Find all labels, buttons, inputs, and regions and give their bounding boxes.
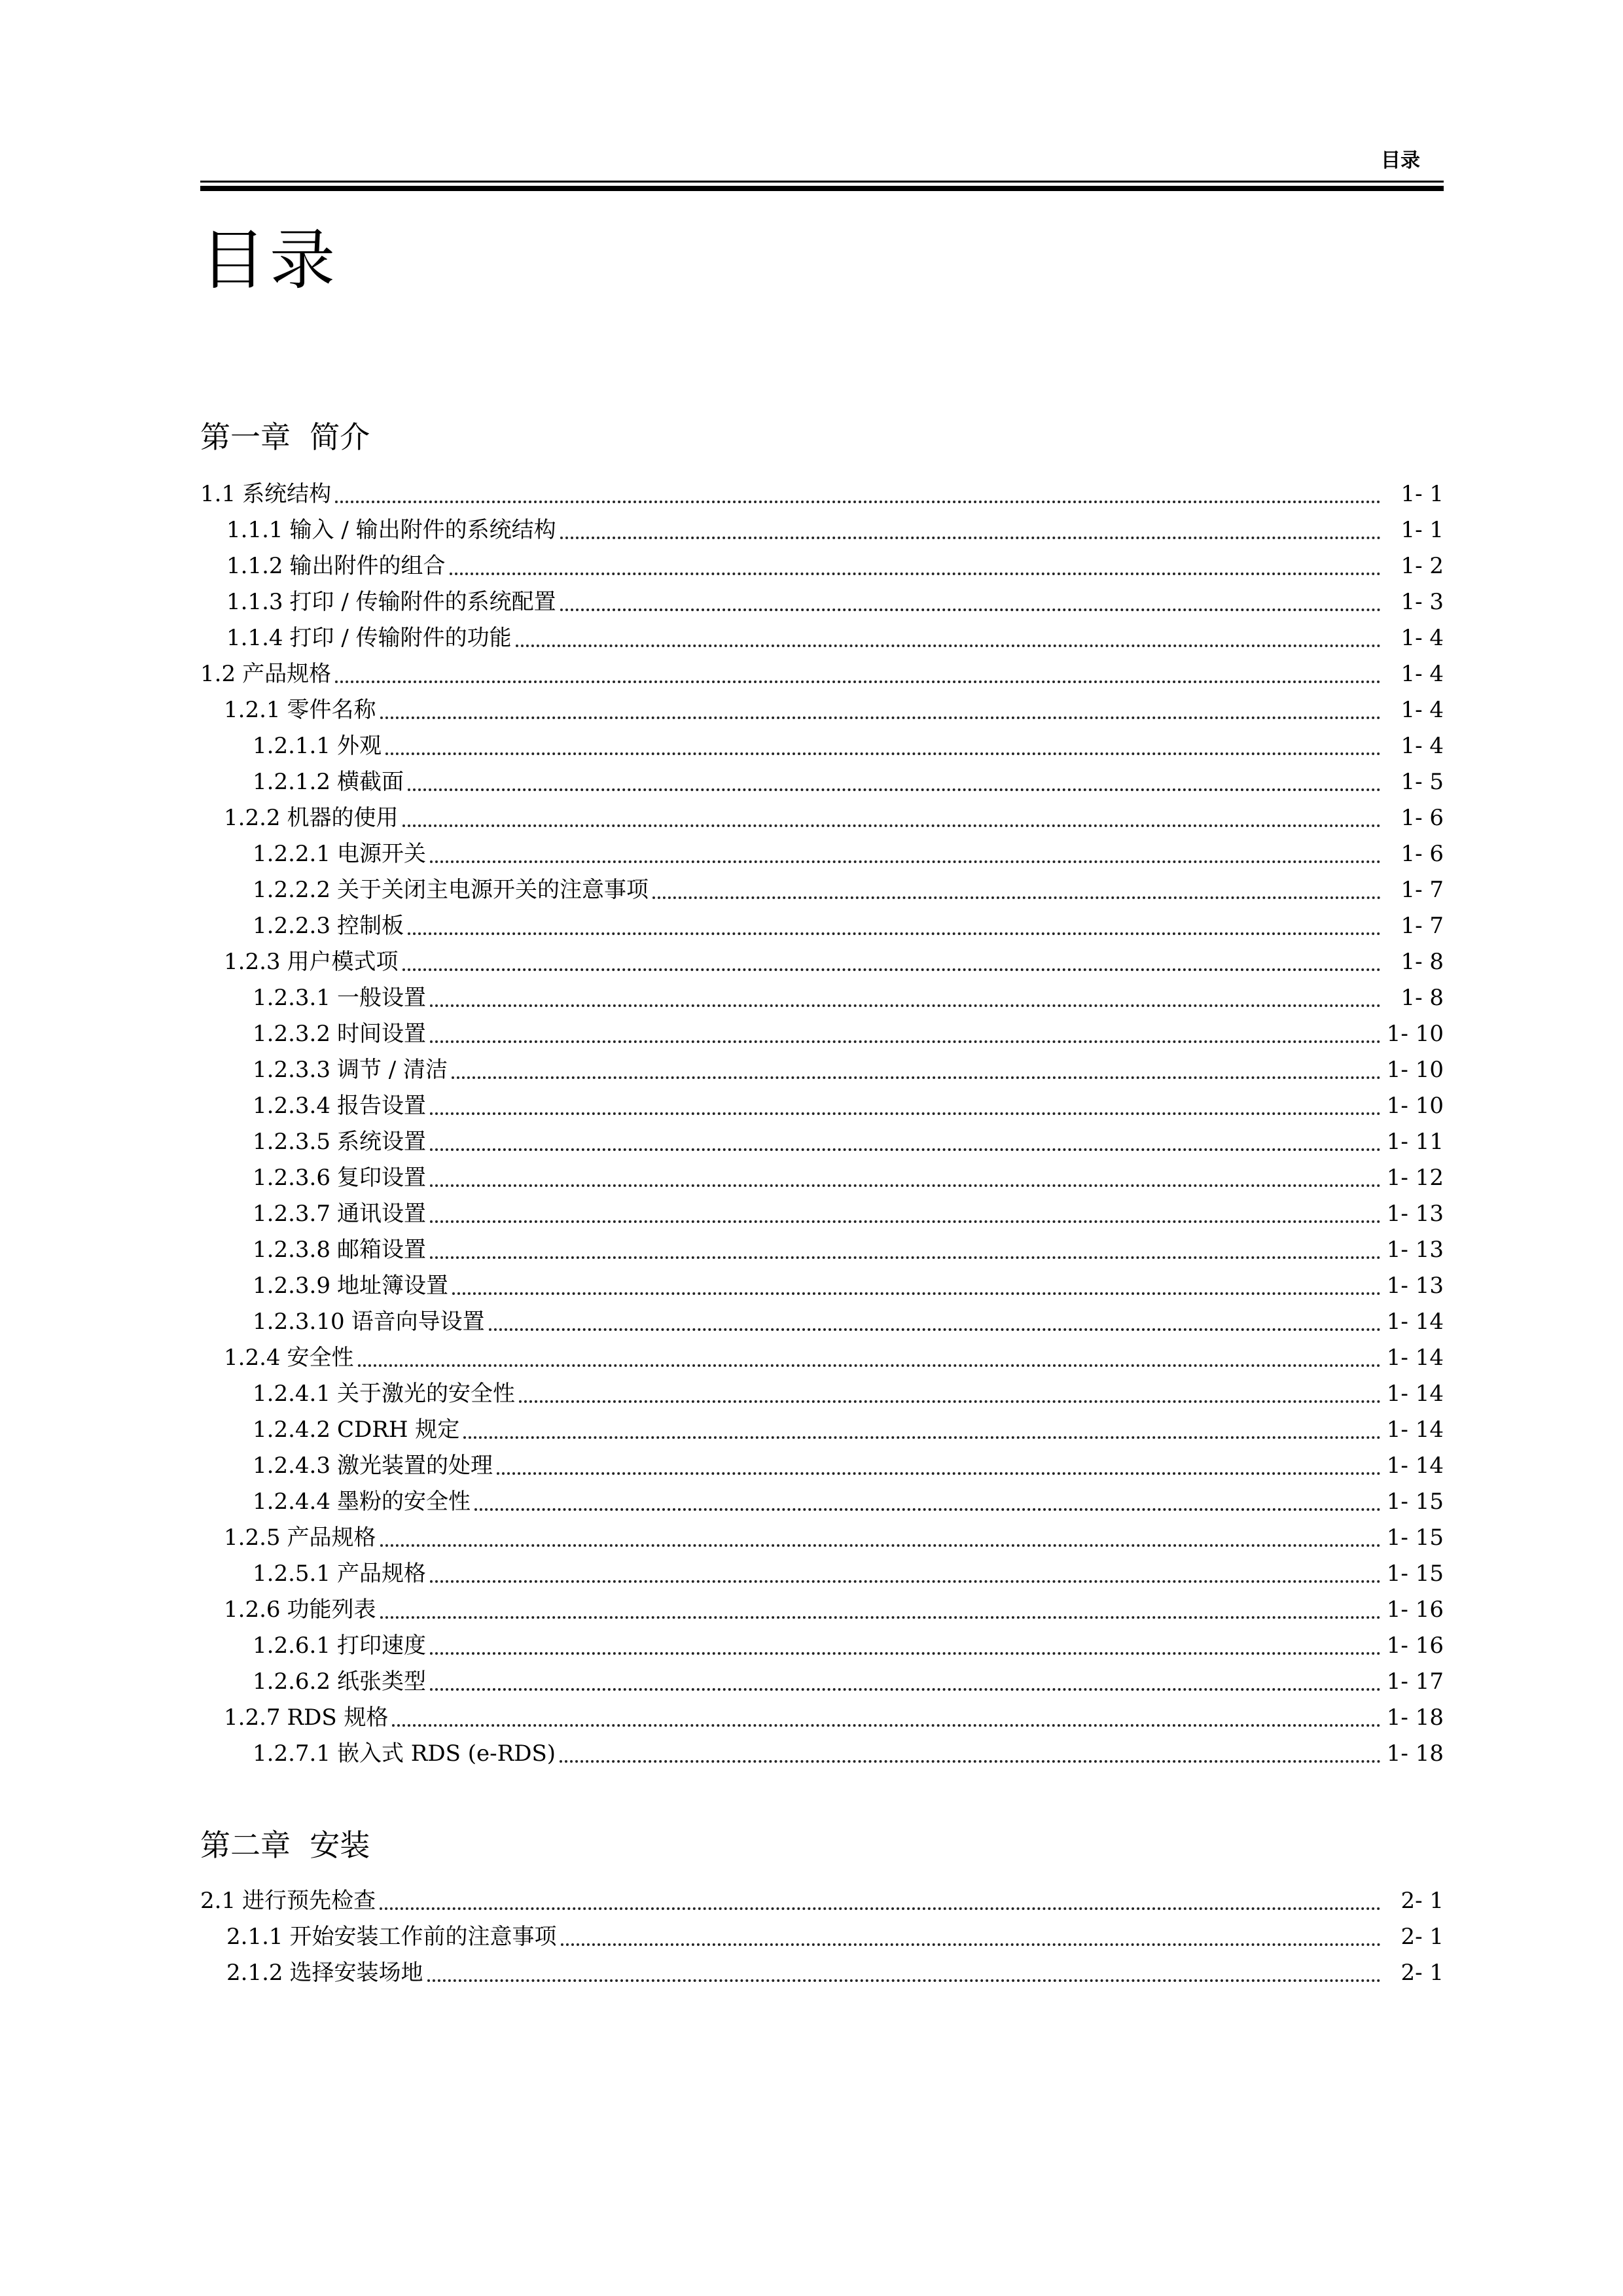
toc-entry-number: 1.1 <box>200 481 236 507</box>
toc-dot-leader <box>380 1616 1381 1619</box>
toc-entry-page: 1- 12 <box>1386 1165 1444 1191</box>
toc-dot-leader <box>497 1472 1381 1475</box>
toc-entry <box>200 1919 1444 1955</box>
toc-entry <box>200 1340 1444 1376</box>
toc-entry-number: 1.2.7 <box>224 1704 281 1731</box>
toc-entry-page: 1- 1 <box>1400 481 1444 507</box>
toc-entry-title: 邮箱设置 <box>336 1237 426 1263</box>
toc-entry-title: 时间设置 <box>336 1021 426 1047</box>
toc-entry-page: 1- 14 <box>1386 1309 1444 1335</box>
toc-entry-page: 1- 14 <box>1386 1417 1444 1443</box>
header-rule-thick <box>200 186 1444 191</box>
toc-entry-number: 2.1.2 <box>226 1960 283 1986</box>
toc-entry <box>200 1268 1444 1304</box>
toc-entry-title: 打印 / 传输附件的功能 <box>289 625 512 651</box>
toc-entry <box>200 692 1444 728</box>
toc-entry-title: 复印设置 <box>336 1165 426 1191</box>
toc-entry-number: 1.2.3.9 <box>253 1273 330 1299</box>
toc-entry-page: 2- 1 <box>1400 1960 1444 1986</box>
toc-entry-title: 通讯设置 <box>336 1201 426 1227</box>
toc-entry-number: 1.2.5 <box>224 1525 281 1551</box>
toc-entry-page: 1- 1 <box>1400 517 1444 543</box>
toc-entry <box>200 548 1444 584</box>
toc-entry <box>200 1376 1444 1412</box>
toc-entry-title: 产品规格 <box>242 661 332 687</box>
toc-dot-leader <box>450 572 1381 575</box>
toc-dot-leader <box>385 752 1381 755</box>
toc-entry-title: 零件名称 <box>287 697 376 723</box>
toc-dot-leader <box>430 1184 1381 1187</box>
toc-dot-leader <box>380 1907 1381 1910</box>
toc-entry-title: 用户模式项 <box>287 949 399 975</box>
toc-entry-number: 1.2.4.1 <box>253 1381 330 1407</box>
toc-entry-number: 1.2.5.1 <box>253 1561 330 1587</box>
toc-entry-page: 1- 3 <box>1400 589 1444 615</box>
toc-entry-page: 1- 14 <box>1386 1345 1444 1371</box>
toc-entry <box>200 476 1444 512</box>
toc-entry <box>200 800 1444 836</box>
toc-entry-number: 1.2.7.1 <box>253 1740 330 1767</box>
toc-entry-title: 选择安装场地 <box>289 1960 423 1986</box>
toc-entry-number: 1.2.6.1 <box>253 1633 330 1659</box>
toc-entry-number: 1.2.6 <box>224 1597 281 1623</box>
toc-entry-title: 一般设置 <box>336 985 426 1011</box>
toc-entry-page: 1- 11 <box>1386 1129 1444 1155</box>
toc-dot-leader <box>430 860 1381 863</box>
toc-entry-title: 外观 <box>336 733 382 759</box>
toc-entry-number: 2.1 <box>200 1888 236 1914</box>
toc-dot-leader <box>408 932 1381 935</box>
toc-entry-page: 1- 16 <box>1386 1597 1444 1623</box>
toc-entry <box>200 872 1444 908</box>
chapter-2-heading: 第二章 安装 <box>200 1828 370 1863</box>
toc-dot-leader <box>430 1148 1381 1151</box>
toc-entry-number: 1.2.3 <box>224 949 281 975</box>
toc-dot-leader <box>474 1508 1381 1511</box>
toc-dot-leader <box>652 896 1381 899</box>
toc-entry-page: 1- 4 <box>1400 625 1444 651</box>
toc-entry <box>200 1160 1444 1196</box>
toc-entry-number: 1.2.6.2 <box>253 1669 330 1695</box>
toc-entry-number: 1.2.1.2 <box>253 769 330 795</box>
toc-entry <box>200 1196 1444 1232</box>
toc-entry-title: 关于激光的安全性 <box>336 1381 515 1407</box>
toc-entry <box>200 1016 1444 1052</box>
toc-dot-leader <box>516 644 1381 647</box>
toc-dot-leader <box>430 1220 1381 1223</box>
toc-dot-leader <box>452 1076 1381 1079</box>
toc-entry-number: 1.2.1 <box>224 697 281 723</box>
toc-dot-leader <box>430 1256 1381 1259</box>
toc-entry-title: 电源开关 <box>336 841 426 867</box>
toc-entry <box>200 764 1444 800</box>
toc-entry-title: 打印速度 <box>336 1633 426 1659</box>
toc-dot-leader <box>402 968 1381 971</box>
toc-entry <box>200 1592 1444 1628</box>
toc-entry-page: 1- 14 <box>1386 1381 1444 1407</box>
toc-dot-leader <box>430 1004 1381 1007</box>
toc-entry-page: 1- 7 <box>1400 913 1444 939</box>
toc-entry-title: 纸张类型 <box>336 1669 426 1695</box>
toc-entry <box>200 1124 1444 1160</box>
toc-dot-leader <box>430 1580 1381 1583</box>
toc-dot-leader <box>380 1544 1381 1547</box>
toc-dot-leader <box>408 788 1381 791</box>
toc-entry-page: 1- 10 <box>1386 1093 1444 1119</box>
toc-entry-title: 机器的使用 <box>287 805 399 831</box>
toc-dot-leader <box>430 1651 1381 1655</box>
toc-entry <box>200 1955 1444 1991</box>
toc-entry-title: 关于关闭主电源开关的注意事项 <box>336 877 649 903</box>
toc-entry-page: 1- 13 <box>1386 1201 1444 1227</box>
toc-entry-number: 1.1.4 <box>226 625 283 651</box>
toc-entry <box>200 1448 1444 1484</box>
toc-entry-page: 1- 5 <box>1400 769 1444 795</box>
toc-entry-page: 1- 17 <box>1386 1669 1444 1695</box>
toc-dot-leader <box>463 1436 1381 1439</box>
toc-entry <box>200 1883 1444 1919</box>
toc-entry <box>200 908 1444 944</box>
toc-entry-page: 1- 18 <box>1386 1704 1444 1731</box>
toc-entry <box>200 1484 1444 1520</box>
toc-entry-number: 1.2.2 <box>224 805 281 831</box>
toc-entry-title: 报告设置 <box>336 1093 426 1119</box>
toc-entry-title: 系统结构 <box>242 481 332 507</box>
toc-dot-leader <box>392 1723 1381 1727</box>
toc-entry-title: 打印 / 传输附件的系统配置 <box>289 589 556 615</box>
toc-entry <box>200 728 1444 764</box>
toc-entry-page: 1- 16 <box>1386 1633 1444 1659</box>
toc-entry-page: 2- 1 <box>1400 1888 1444 1914</box>
toc-entry-title: CDRH 规定 <box>336 1417 460 1443</box>
toc-entry-page: 1- 4 <box>1400 661 1444 687</box>
toc-dot-leader <box>335 500 1381 503</box>
toc-entry <box>200 1556 1444 1592</box>
toc-dot-leader <box>430 1687 1381 1691</box>
toc-dot-leader <box>427 1979 1381 1982</box>
toc-entry <box>200 980 1444 1016</box>
toc-entry <box>200 1088 1444 1124</box>
toc-entry-title: 系统设置 <box>336 1129 426 1155</box>
toc-entry <box>200 944 1444 980</box>
toc-entry <box>200 584 1444 620</box>
toc-entry-title: RDS 规格 <box>287 1704 389 1731</box>
chapter-1-heading: 第一章 简介 <box>200 419 370 455</box>
toc-entry-page: 1- 4 <box>1400 733 1444 759</box>
toc-dot-leader <box>489 1328 1381 1331</box>
toc-entry-number: 1.2.1.1 <box>253 733 330 759</box>
toc-entry-title: 激光装置的处理 <box>336 1453 493 1479</box>
toc-entry-number: 1.1.1 <box>226 517 283 543</box>
toc-entry-title: 功能列表 <box>287 1597 376 1623</box>
toc-entry <box>200 620 1444 656</box>
toc-dot-leader <box>560 608 1381 611</box>
toc-entry <box>200 1052 1444 1088</box>
toc-entry-number: 1.2 <box>200 661 236 687</box>
toc-entry-page: 1- 15 <box>1386 1561 1444 1587</box>
toc-entry-title: 产品规格 <box>287 1525 376 1551</box>
toc-entry-number: 1.2.3.1 <box>253 985 330 1011</box>
chapter-1-toc <box>200 476 1444 1772</box>
toc-dot-leader <box>519 1400 1381 1403</box>
toc-entry-title: 开始安装工作前的注意事项 <box>289 1924 557 1950</box>
toc-entry-title: 输入 / 输出附件的系统结构 <box>289 517 556 543</box>
running-header: 目录 <box>1381 149 1420 172</box>
toc-entry <box>200 1412 1444 1448</box>
header-rule-thin <box>200 181 1444 183</box>
toc-entry <box>200 1628 1444 1664</box>
toc-entry-number: 1.2.4 <box>224 1345 281 1371</box>
toc-dot-leader <box>380 716 1381 719</box>
chapter-2-toc <box>200 1883 1444 1991</box>
toc-entry-number: 1.2.2.1 <box>253 841 330 867</box>
toc-entry-number: 1.2.3.4 <box>253 1093 330 1119</box>
toc-entry-title: 墨粉的安全性 <box>336 1489 471 1515</box>
toc-entry-number: 1.1.3 <box>226 589 283 615</box>
toc-entry-page: 2- 1 <box>1400 1924 1444 1950</box>
toc-entry-page: 1- 2 <box>1400 553 1444 579</box>
toc-entry-title: 产品规格 <box>336 1561 426 1587</box>
toc-entry-page: 1- 13 <box>1386 1237 1444 1263</box>
toc-entry-number: 1.2.2.2 <box>253 877 330 903</box>
toc-entry-page: 1- 8 <box>1400 985 1444 1011</box>
toc-entry-page: 1- 15 <box>1386 1489 1444 1515</box>
toc-entry <box>200 1664 1444 1700</box>
toc-dot-leader <box>561 1943 1381 1946</box>
toc-entry-number: 1.2.2.3 <box>253 913 330 939</box>
toc-entry-page: 1- 6 <box>1400 841 1444 867</box>
toc-entry-number: 1.2.3.2 <box>253 1021 330 1047</box>
toc-entry-number: 1.2.3.10 <box>253 1309 345 1335</box>
toc-entry-page: 1- 10 <box>1386 1057 1444 1083</box>
toc-dot-leader <box>560 536 1381 539</box>
toc-entry <box>200 836 1444 872</box>
toc-entry <box>200 1700 1444 1736</box>
toc-dot-leader <box>402 824 1381 827</box>
toc-entry-number: 1.2.3.6 <box>253 1165 330 1191</box>
toc-entry <box>200 512 1444 548</box>
toc-entry-number: 1.2.3.7 <box>253 1201 330 1227</box>
toc-dot-leader <box>358 1364 1381 1367</box>
toc-entry-page: 1- 8 <box>1400 949 1444 975</box>
toc-entry-page: 1- 6 <box>1400 805 1444 831</box>
toc-entry <box>200 1736 1444 1772</box>
toc-entry-title: 横截面 <box>336 769 404 795</box>
toc-entry-title: 语音向导设置 <box>351 1309 485 1335</box>
toc-entry-page: 1- 13 <box>1386 1273 1444 1299</box>
toc-entry-title: 地址簿设置 <box>336 1273 448 1299</box>
toc-entry-number: 1.2.3.3 <box>253 1057 330 1083</box>
toc-entry-page: 1- 14 <box>1386 1453 1444 1479</box>
toc-entry-number: 2.1.1 <box>226 1924 283 1950</box>
toc-entry-title: 嵌入式 RDS (e-RDS) <box>336 1740 556 1767</box>
toc-entry-page: 1- 15 <box>1386 1525 1444 1551</box>
toc-entry-number: 1.2.4.4 <box>253 1489 330 1515</box>
toc-dot-leader <box>430 1040 1381 1043</box>
toc-entry-number: 1.2.4.3 <box>253 1453 330 1479</box>
toc-entry-title: 输出附件的组合 <box>289 553 446 579</box>
toc-entry-title: 调节 / 清洁 <box>336 1057 448 1083</box>
toc-entry-page: 1- 7 <box>1400 877 1444 903</box>
page-title: 目录 <box>200 222 339 298</box>
toc-dot-leader <box>452 1292 1381 1295</box>
toc-entry-page: 1- 18 <box>1386 1740 1444 1767</box>
toc-entry <box>200 1304 1444 1340</box>
toc-entry-number: 1.1.2 <box>226 553 283 579</box>
toc-entry-number: 1.2.4.2 <box>253 1417 330 1443</box>
toc-entry-title: 控制板 <box>336 913 404 939</box>
toc-entry <box>200 656 1444 692</box>
toc-dot-leader <box>335 680 1381 683</box>
toc-entry-page: 1- 10 <box>1386 1021 1444 1047</box>
toc-dot-leader <box>430 1112 1381 1115</box>
toc-entry <box>200 1520 1444 1556</box>
toc-entry-number: 1.2.3.8 <box>253 1237 330 1263</box>
toc-entry <box>200 1232 1444 1268</box>
toc-entry-page: 1- 4 <box>1400 697 1444 723</box>
toc-entry-title: 安全性 <box>287 1345 354 1371</box>
toc-entry-number: 1.2.3.5 <box>253 1129 330 1155</box>
toc-entry-title: 进行预先检查 <box>242 1888 376 1914</box>
toc-dot-leader <box>560 1759 1381 1763</box>
